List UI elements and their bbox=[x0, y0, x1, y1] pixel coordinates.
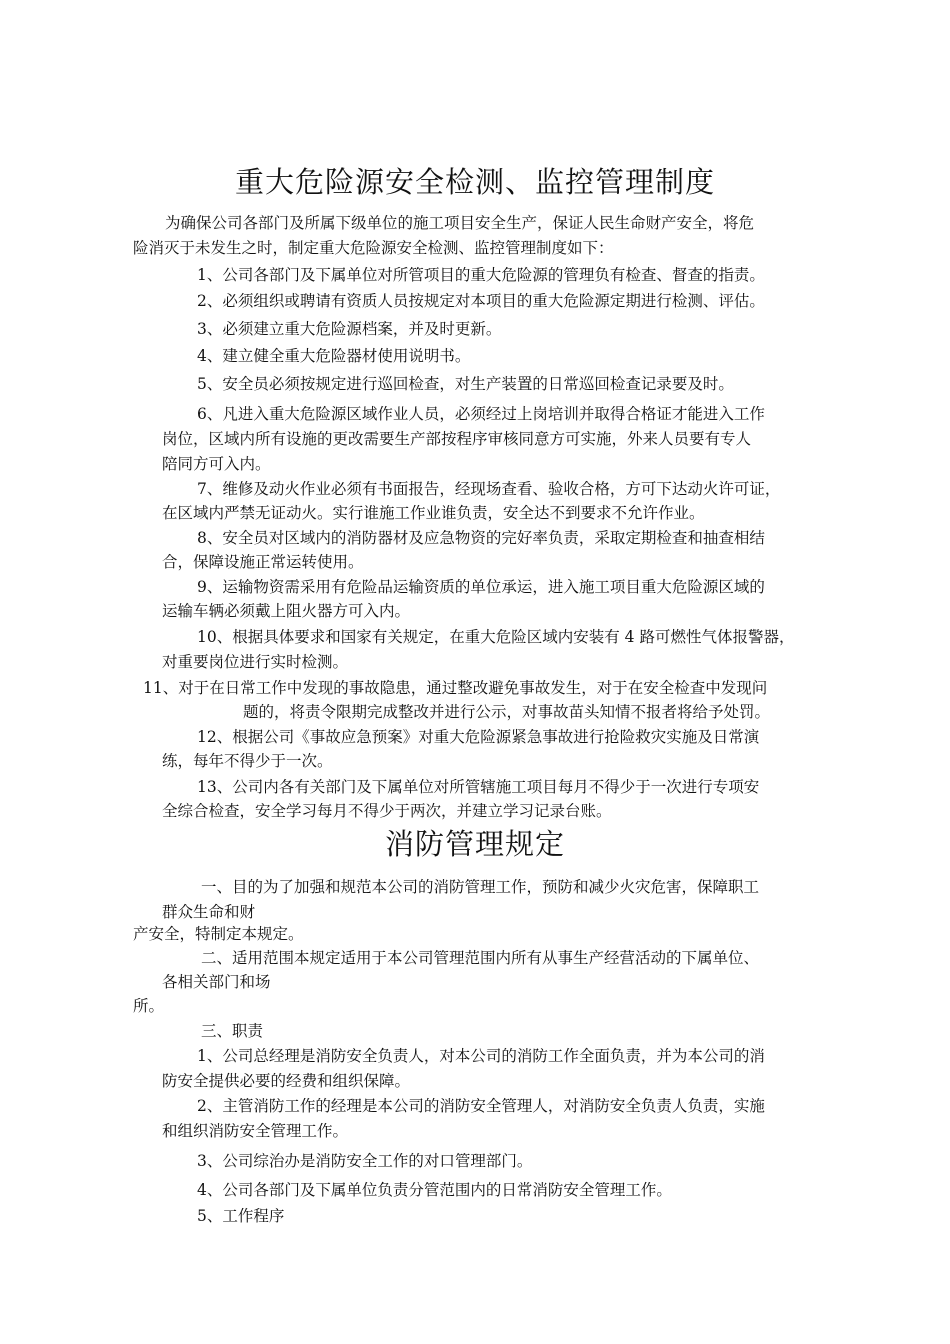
rule-item-13-line-1: 13、公司内各有关部门及下属单位对所管辖施工项目每月不得少于一次进行专项安 bbox=[197, 778, 760, 796]
section-1-line-3: 产安全，特制定本规定。 bbox=[133, 925, 304, 943]
duty-1-line-1: 1、公司总经理是消防安全负责人，对本公司的消防工作全面负责，并为本公司的消 bbox=[197, 1047, 765, 1065]
duty-2-line-2: 和组织消防安全管理工作。 bbox=[162, 1122, 349, 1140]
rule-item-1: 1、公司各部门及下属单位对所管项目的重大危险源的管理负有检查、督查的指责。 bbox=[197, 266, 765, 284]
duty-5: 5、工作程序 bbox=[197, 1207, 285, 1225]
section-title-fire-management: 消防管理规定 bbox=[384, 827, 565, 861]
rule-item-8-line-2: 合，保障设施正常运转使用。 bbox=[162, 553, 364, 571]
rule-item-10-line-1: 10、根据具体要求和国家有关规定，在重大危险区域内安装有 4 路可燃性气体报警器， bbox=[197, 628, 795, 646]
intro-line-1: 为确保公司各部门及所属下级单位的施工项目安全生产，保证人民生命财产安全，将危 bbox=[165, 214, 755, 232]
rule-item-4: 4、建立健全重大危险器材使用说明书。 bbox=[197, 347, 471, 365]
rule-item-10-line-2: 对重要岗位进行实时检测。 bbox=[162, 653, 349, 671]
duty-4: 4、公司各部门及下属单位负责分管范围内的日常消防安全管理工作。 bbox=[197, 1181, 672, 1199]
duty-1-line-2: 防安全提供必要的经费和组织保障。 bbox=[162, 1072, 411, 1090]
rule-item-13-line-2: 全综合检查，安全学习每月不得少于两次，并建立学习记录台账。 bbox=[162, 802, 612, 820]
rule-item-2: 2、必须组织或聘请有资质人员按规定对本项目的重大危险源定期进行检测、评估。 bbox=[197, 292, 765, 310]
rule-item-11-line-2: 题的，将责令限期完成整改并进行公示，对事故苗头知情不报者将给予处罚。 bbox=[243, 703, 771, 721]
section-2-line-3: 所。 bbox=[133, 997, 165, 1015]
rule-item-3: 3、必须建立重大危险源档案，并及时更新。 bbox=[197, 320, 502, 338]
section-2-line-2: 各相关部门和场 bbox=[162, 973, 271, 991]
section-2-line-1: 二、适用范围本规定适用于本公司管理范围内所有从事生产经营活动的下属单位、 bbox=[201, 949, 760, 967]
section-1-line-2: 群众生命和财 bbox=[162, 903, 256, 921]
duty-3: 3、公司综治办是消防安全工作的对口管理部门。 bbox=[197, 1152, 533, 1170]
section-1-line-1: 一、目的为了加强和规范本公司的消防管理工作，预防和减少火灾危害，保障职工 bbox=[201, 878, 760, 896]
rule-item-6-line-3: 陪同方可入内。 bbox=[162, 455, 271, 473]
rule-item-9-line-2: 运输车辆必须戴上阻火器方可入内。 bbox=[162, 602, 411, 620]
rule-item-11-line-1: 11、对于在日常工作中发现的事故隐患，通过整改避免事故发生，对于在安全检查中发现问 bbox=[143, 679, 768, 697]
intro-line-2: 险消灭于未发生之时，制定重大危险源安全检测、监控管理制度如下： bbox=[133, 239, 614, 257]
rule-item-7-line-2: 在区域内严禁无证动火。实行谁施工作业谁负责，安全达不到要求不允许作业。 bbox=[162, 504, 705, 522]
rule-item-8-line-1: 8、安全员对区域内的消防器材及应急物资的完好率负责，采取定期检查和抽查相结 bbox=[197, 529, 765, 547]
rule-item-5: 5、安全员必须按规定进行巡回检查，对生产装置的日常巡回检查记录要及时。 bbox=[197, 375, 734, 393]
rule-item-6-line-2: 岗位，区域内所有设施的更改需要生产部按程序审核同意方可实施，外来人员要有专人 bbox=[162, 430, 752, 448]
rule-item-7-line-1: 7、维修及动火作业必须有书面报告，经现场查看、验收合格，方可下达动火许可证， bbox=[197, 480, 781, 498]
rule-item-12-line-2: 练，每年不得少于一次。 bbox=[162, 752, 333, 770]
section-3-heading: 三、职责 bbox=[201, 1022, 264, 1040]
rule-item-6-line-1: 6、凡进入重大危险源区域作业人员，必须经过上岗培训并取得合格证才能进入工作 bbox=[197, 405, 765, 423]
rule-item-12-line-1: 12、根据公司《事故应急预案》对重大危险源紧急事故进行抢险救灾实施及日常演 bbox=[197, 728, 760, 746]
duty-2-line-1: 2、主管消防工作的经理是本公司的消防安全管理人，对消防安全负责人负责，实施 bbox=[197, 1097, 765, 1115]
rule-item-9-line-1: 9、运输物资需采用有危险品运输资质的单位承运，进入施工项目重大危险源区域的 bbox=[197, 578, 765, 596]
document-title: 重大危险源安全检测、监控管理制度 bbox=[234, 165, 715, 199]
